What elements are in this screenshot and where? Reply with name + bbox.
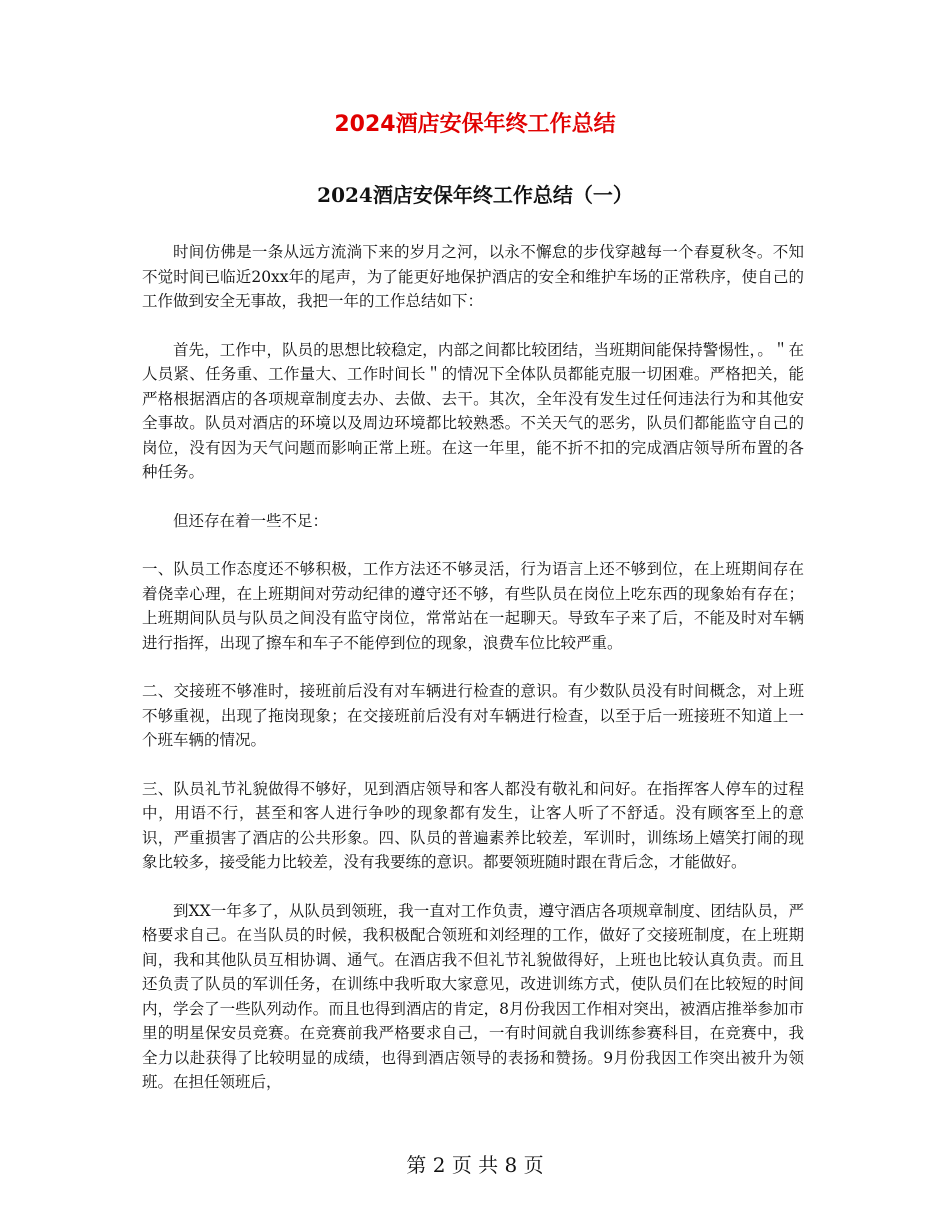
document-title: 2024酒店安保年终工作总结 (334, 112, 616, 137)
paragraph-5: 二、交接班不够准时，接班前后没有对车辆进行检查的意识。有少数队员没有时间概念，对上班不够重视，出现了拖岗现象；在交接班前后没有对车辆进行检查，以至于后一班接班不知道上一个班车辆的情况。 (142, 682, 804, 749)
paragraph-2: 首先，工作中，队员的思想比较稳定，内部之间都比较团结，当班期间能保持警惕性，。＂在人员紧、任务重、工作量大、工作时间长＂的情况下全体队员都能克服一切困难。严格把关，能严格根据酒店的各项规章制度去办、去做、去干。其次，全年没有发生过任何违法行为和其他安全事故。队员对酒店的环境以及周边环境都比较熟悉。不关天气的恶劣，队员们都能监守自己的岗位，没有因为天气问题而影响正常上班。在这一年里，能不折不扣的完成酒店领导所布置的各种任务。 (142, 340, 804, 481)
document-subtitle: 2024酒店安保年终工作总结（一） (317, 183, 633, 207)
page-number-footer: 第 2 页 共 8 页 (406, 1153, 544, 1177)
paragraph-3: 但还存在着一些不足： (173, 511, 329, 530)
paragraph-1: 时间仿佛是一条从远方流淌下来的岁月之河，以永不懈怠的步伐穿越每一个春夏秋冬。不知不觉时间已临近20xx年的尾声，为了能更好地保护酒店的安全和维护车场的正常秩序，使自己的工作做到安全无事故，我把一年的工作总结如下： (142, 243, 804, 310)
paragraph-6: 三、队员礼节礼貌做得不够好，见到酒店领导和客人都没有敬礼和问好。在指挥客人停车的过程中，用语不行，甚至和客人进行争吵的现象都有发生，让客人听了不舒适。没有顾客至上的意识，严重损害了酒店的公共形象。四、队员的普遍素养比较差，军训时，训练场上嬉笑打闹的现象比较多，接受能力比较差，没有我要练的意识。都要领班随时跟在背后念，才能做好。 (142, 779, 804, 871)
document-body (142, 240, 804, 1119)
paragraph-4: 一、队员工作态度还不够积极，工作方法还不够灵活，行为语言上还不够到位，在上班期间存在着侥幸心理，在上班期间对劳动纪律的遵守还不够，有些队员在岗位上吃东西的现象始有存在；上班期间队员与队员之间没有监守岗位，常常站在一起聊天。导致车子来了后，不能及时对车辆进行指挥，出现了擦车和车子不能停到位的现象，浪费车位比较严重。 (142, 560, 804, 652)
paragraph-7: 到XX一年多了，从队员到领班，我一直对工作负责，遵守酒店各项规章制度、团结队员，严格要求自己。在当队员的时候，我积极配合领班和刘经理的工作，做好了交接班制度，在上班期间，我和其他队员互相协调、通气。在酒店我不但礼节礼貌做得好，上班也比较认真负责。而且还负责了队员的军训任务，在训练中我听取大家意见，改进训练方式，使队员们在比较短的时间内，学会了一些队列动作。而且也得到酒店的肯定，8月份我因工作相对突出，被酒店推举参加市里的明星保安员竞赛。在竞赛前我严格要求自己，一有时间就自我训练参赛科目，在竞赛中，我全力以赴获得了比较明显的成绩，也得到酒店领导的表扬和赞扬。9月份我因工作突出被升为领班。在担任领班后， (142, 901, 804, 1091)
